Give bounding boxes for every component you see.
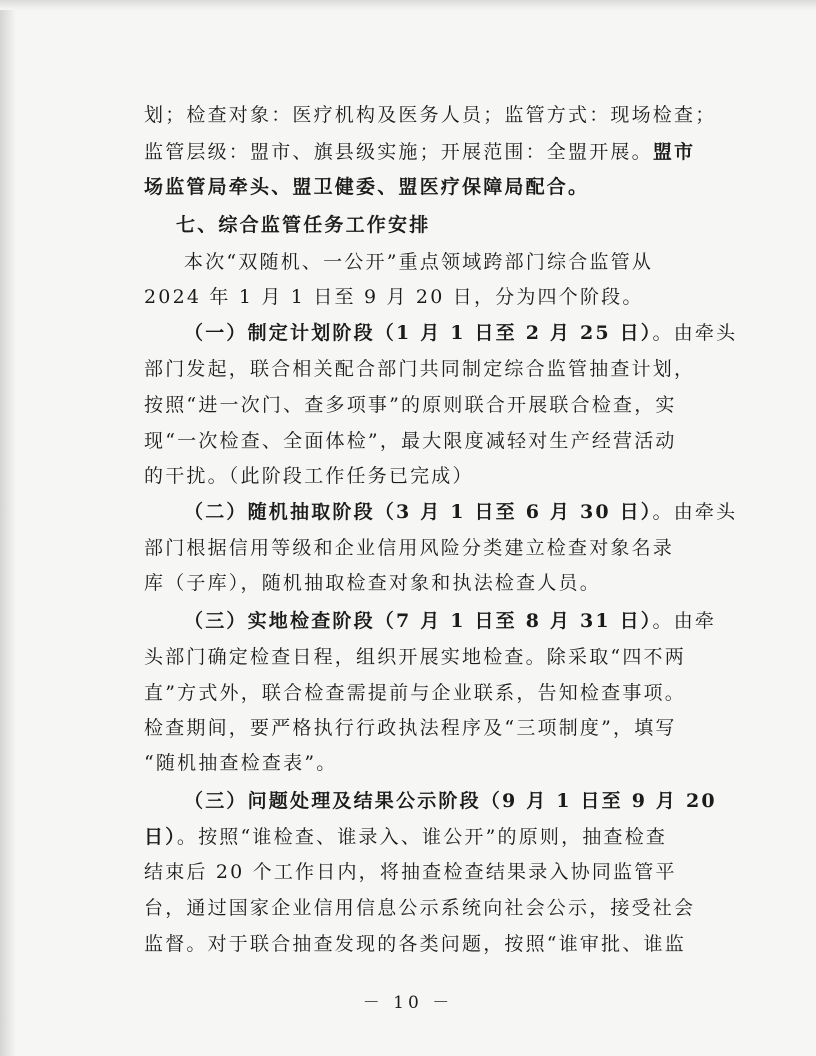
text-segment: 监督。对于联合抽查发现的各类问题，按照“谁审批、谁监 — [144, 933, 686, 955]
text-line — [184, 247, 653, 274]
text-line — [144, 568, 601, 595]
text-line — [144, 137, 695, 164]
text-segment: 库（子库），随机抽取检查对象和执法检查人员。 — [144, 572, 601, 594]
text-segment: 2024 年 1 月 1 日至 9 月 20 日，分为四个阶段。 — [144, 286, 644, 308]
text-segment: 监管层级：盟市、旗县级实施；开展范围：全盟开展。 — [144, 141, 653, 163]
text-line — [144, 390, 677, 417]
text-line — [144, 678, 686, 705]
text-line — [144, 748, 337, 775]
bold-text-segment: （二）随机抽取阶段（3 月 1 日至 6 月 30 日） — [184, 501, 653, 523]
scan-edge-shadow — [0, 0, 16, 1056]
text-segment: 部门根据信用等级和企业信用风险分类建立检查对象名录 — [144, 537, 675, 559]
bold-text-segment: （一）制定计划阶段（1 月 1 日至 2 月 25 日） — [184, 322, 653, 344]
text-line — [184, 786, 717, 813]
text-segment: 本次“双随机、一公开”重点领域跨部门综合监管从 — [184, 251, 654, 273]
text-segment: 。按照“谁检查、谁录入、谁公开”的原则，抽查检查 — [176, 826, 668, 848]
text-line — [144, 461, 474, 488]
text-segment: 台，通过国家企业信用信息公示系统向社会公示，接受社会 — [144, 897, 696, 919]
text-segment: “随机抽查检查表”。 — [144, 752, 338, 774]
text-line — [144, 426, 677, 453]
text-line — [184, 606, 716, 633]
text-line — [144, 282, 644, 309]
text-segment: 检查期间，要严格执行行政执法程序及“三项制度”，填写 — [144, 717, 677, 739]
text-line — [144, 857, 677, 884]
text-segment: 部门发起，联合相关配合部门共同制定综合监管抽查计划， — [144, 358, 696, 380]
bold-text-segment: （三）实地检查阶段（7 月 1 日至 8 月 31 日） — [184, 610, 653, 632]
text-segment: 现“一次检查、全面体检”，最大限度减轻对生产经营活动 — [144, 430, 677, 452]
bold-text-segment: 七、综合监管任务工作安排 — [176, 214, 431, 236]
text-line — [144, 533, 674, 560]
text-line — [144, 713, 677, 740]
text-line — [144, 354, 695, 381]
text-segment: 按照“进一次门、查多项事”的原则联合开展联合检查，实 — [144, 394, 677, 416]
text-line — [144, 929, 686, 956]
text-segment: 。由牵头 — [652, 501, 738, 523]
text-segment: 直”方式外，联合检查需提前与企业联系，告知检查事项。 — [144, 682, 686, 704]
text-segment: 。由牵头 — [652, 322, 738, 344]
section-heading — [176, 210, 430, 237]
bold-text-segment: （三）问题处理及结果公示阶段（9 月 1 日至 9 月 20 — [184, 790, 717, 812]
text-segment: 划；检查对象：医疗机构及医务人员；监管方式：现场检查； — [144, 104, 717, 126]
text-line — [144, 100, 716, 127]
text-line — [184, 497, 737, 524]
text-line — [144, 642, 686, 669]
text-segment: 的干扰。（此阶段工作任务已完成） — [144, 465, 474, 487]
text-segment: 。由牵 — [652, 610, 717, 632]
text-line — [144, 822, 667, 849]
scan-top-shadow — [0, 0, 816, 10]
bold-text-segment: 场监管局牵头、盟卫健委、盟医疗保障局配合。 — [144, 176, 590, 198]
bold-text-segment: 盟市 — [652, 141, 696, 163]
page-number: － 10 － — [362, 993, 454, 1013]
text-line — [184, 318, 737, 345]
text-line — [144, 893, 695, 920]
text-segment: 头部门确定检查日程，组织开展实地检查。除采取“四不两 — [144, 646, 686, 668]
text-segment: 结束后 20 个工作日内，将抽查检查结果录入协同监管平 — [144, 861, 677, 883]
bold-text-segment: 日） — [144, 826, 177, 848]
text-line — [144, 172, 589, 199]
